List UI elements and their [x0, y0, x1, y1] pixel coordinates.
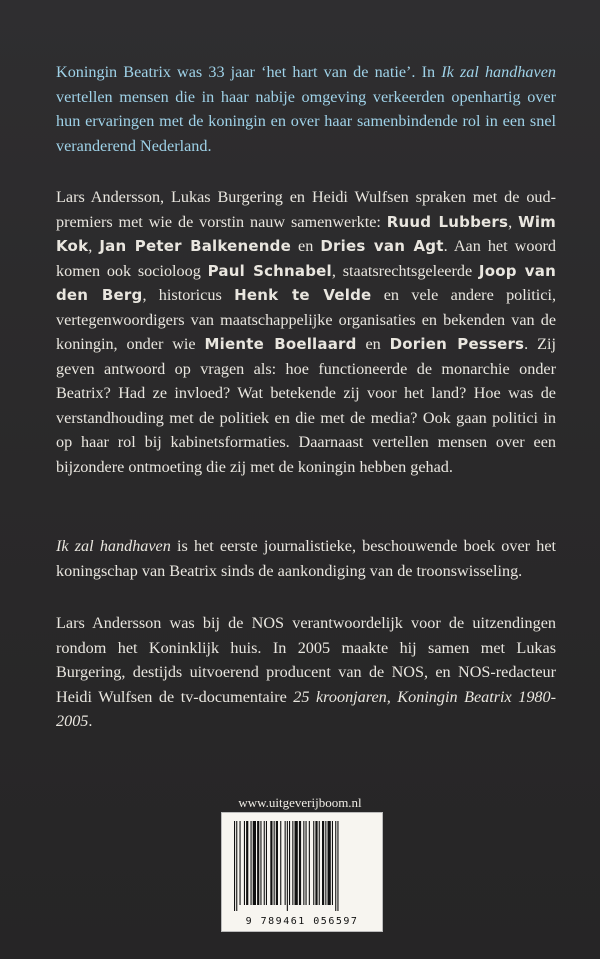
- barcode-bar: [266, 821, 267, 905]
- name-henk-te-velde: Henk te Velde: [234, 286, 372, 304]
- barcode-bar: [253, 821, 256, 905]
- barcode-bar: [287, 821, 288, 911]
- barcode-bar: [332, 821, 333, 905]
- author-bio-paragraph: Lars Andersson was bij de NOS verantwoordelijk voor de uitzendingen rondom het Koninklijk huis. In 2005 maakte hij samen met Lukas Burgering, destijds uitvoerend producent van de NOS, en NOS-redacteur Heidi Wulfsen de tv-documentaire 25 kroonjaren, Koningin Beatrix 1980-2005.: [56, 614, 557, 730]
- name-wim-kok: Wim Kok: [56, 212, 557, 255]
- barcode-bars: [232, 821, 372, 913]
- barcode-bar: [251, 821, 252, 905]
- barcode-bar: [264, 821, 265, 905]
- contributors-paragraph: Lars Andersson, Lukas Burgering en Heidi Wulfsen spraken met de oud-premiers met wie de vorstin nauw samenwerkte: Ruud Lubbers, Wim Kok, Jan Peter Balkenende en Dries van Agt. Aan het woord komen ook socioloog Paul Schnabel, staatsrechtsgeleerde Joop van den Berg, historicus Henk te Velde en vele andere politici, vertegenwoordigers van maatschappelijke organisaties en bekenden van de koningin, onder wie Miente Boellaard en Dorien Pessers. Zij geven antwoord op vragen als: hoe functioneerde de monarchie onder Beatrix? Had ze invloed? Wat betekende zij voor het land? Hoe was de verstandhouding met de politiek en die met de media? Ook gaan politici in op haar rol bij kabinetsformaties. Daarnaast vertellen mensen over een bijzondere ontmoeting die zij met de koningin hebben gehad.: [56, 188, 557, 476]
- barcode-bar: [257, 821, 259, 905]
- barcode-bar: [234, 821, 235, 911]
- barcode-bar: [299, 821, 301, 905]
- barcode-bar: [260, 821, 261, 905]
- barcode-bar: [309, 821, 310, 905]
- barcode-bar: [313, 821, 314, 905]
- barcode-bar: [319, 821, 320, 905]
- book-description-paragraph: Ik zal handhaven is het eerste journalistieke, beschouwende boek over het koningschap van Beatrix sinds de aankondiging van de troonswisseling.: [56, 537, 556, 580]
- barcode-bar: [280, 821, 281, 905]
- barcode-bar: [292, 821, 293, 905]
- barcode-bar: [236, 821, 237, 911]
- barcode-bar: [315, 821, 317, 905]
- barcode-bar: [337, 821, 338, 911]
- barcode-bar: [289, 821, 290, 905]
- name-dries-van-agt: Dries van Agt: [320, 237, 444, 255]
- barcode-bar: [274, 821, 275, 905]
- name-dorien-pessers: Dorien Pessers: [389, 335, 525, 353]
- documentary-title-italic: 25 kroonjaren, Koningin Beatrix 1980-2005: [56, 687, 557, 730]
- barcode-bar: [285, 821, 286, 905]
- name-jan-peter-balkenende: Jan Peter Balkenende: [99, 237, 291, 255]
- intro-text: Koningin Beatrix was 33 jaar ‘het hart van de natie’. In: [56, 63, 442, 81]
- barcode-bar: [295, 821, 298, 905]
- book-title-italic: Ik zal handhaven: [56, 537, 171, 555]
- barcode-bar: [244, 821, 245, 905]
- isbn-number: 9 789461 056597: [245, 916, 359, 927]
- isbn-barcode: [221, 812, 383, 932]
- barcode-bar: [335, 821, 336, 911]
- barcode-bar: [240, 821, 241, 905]
- barcode-bar: [325, 821, 326, 905]
- name-joop-van-den-berg: Joop van den Berg: [56, 261, 556, 304]
- name-paul-schnabel: Paul Schnabel: [207, 261, 332, 280]
- barcode-bar: [322, 821, 324, 905]
- barcode-bar: [306, 821, 307, 905]
- barcode-bar: [303, 821, 304, 905]
- intro-text-continued: vertellen mensen die in haar nabije omgeving verkeerden openhartig over hun ervaringen met de koningin en over haar samenbindende rol in een snel veranderend Nederland.: [56, 87, 556, 155]
- name-ruud-lubbers: Ruud Lubbers: [386, 212, 509, 231]
- barcode-bar: [246, 821, 248, 905]
- book-title-italic: Ik zal handhaven: [441, 63, 556, 81]
- intro-paragraph: [56, 60, 556, 158]
- barcode-bar: [328, 821, 331, 905]
- barcode-bar: [276, 821, 278, 905]
- publisher-website: www.uitgeverijboom.nl: [238, 795, 362, 810]
- barcode-bar: [270, 821, 272, 905]
- name-miente-boellaard: Miente Boellaard: [204, 335, 357, 353]
